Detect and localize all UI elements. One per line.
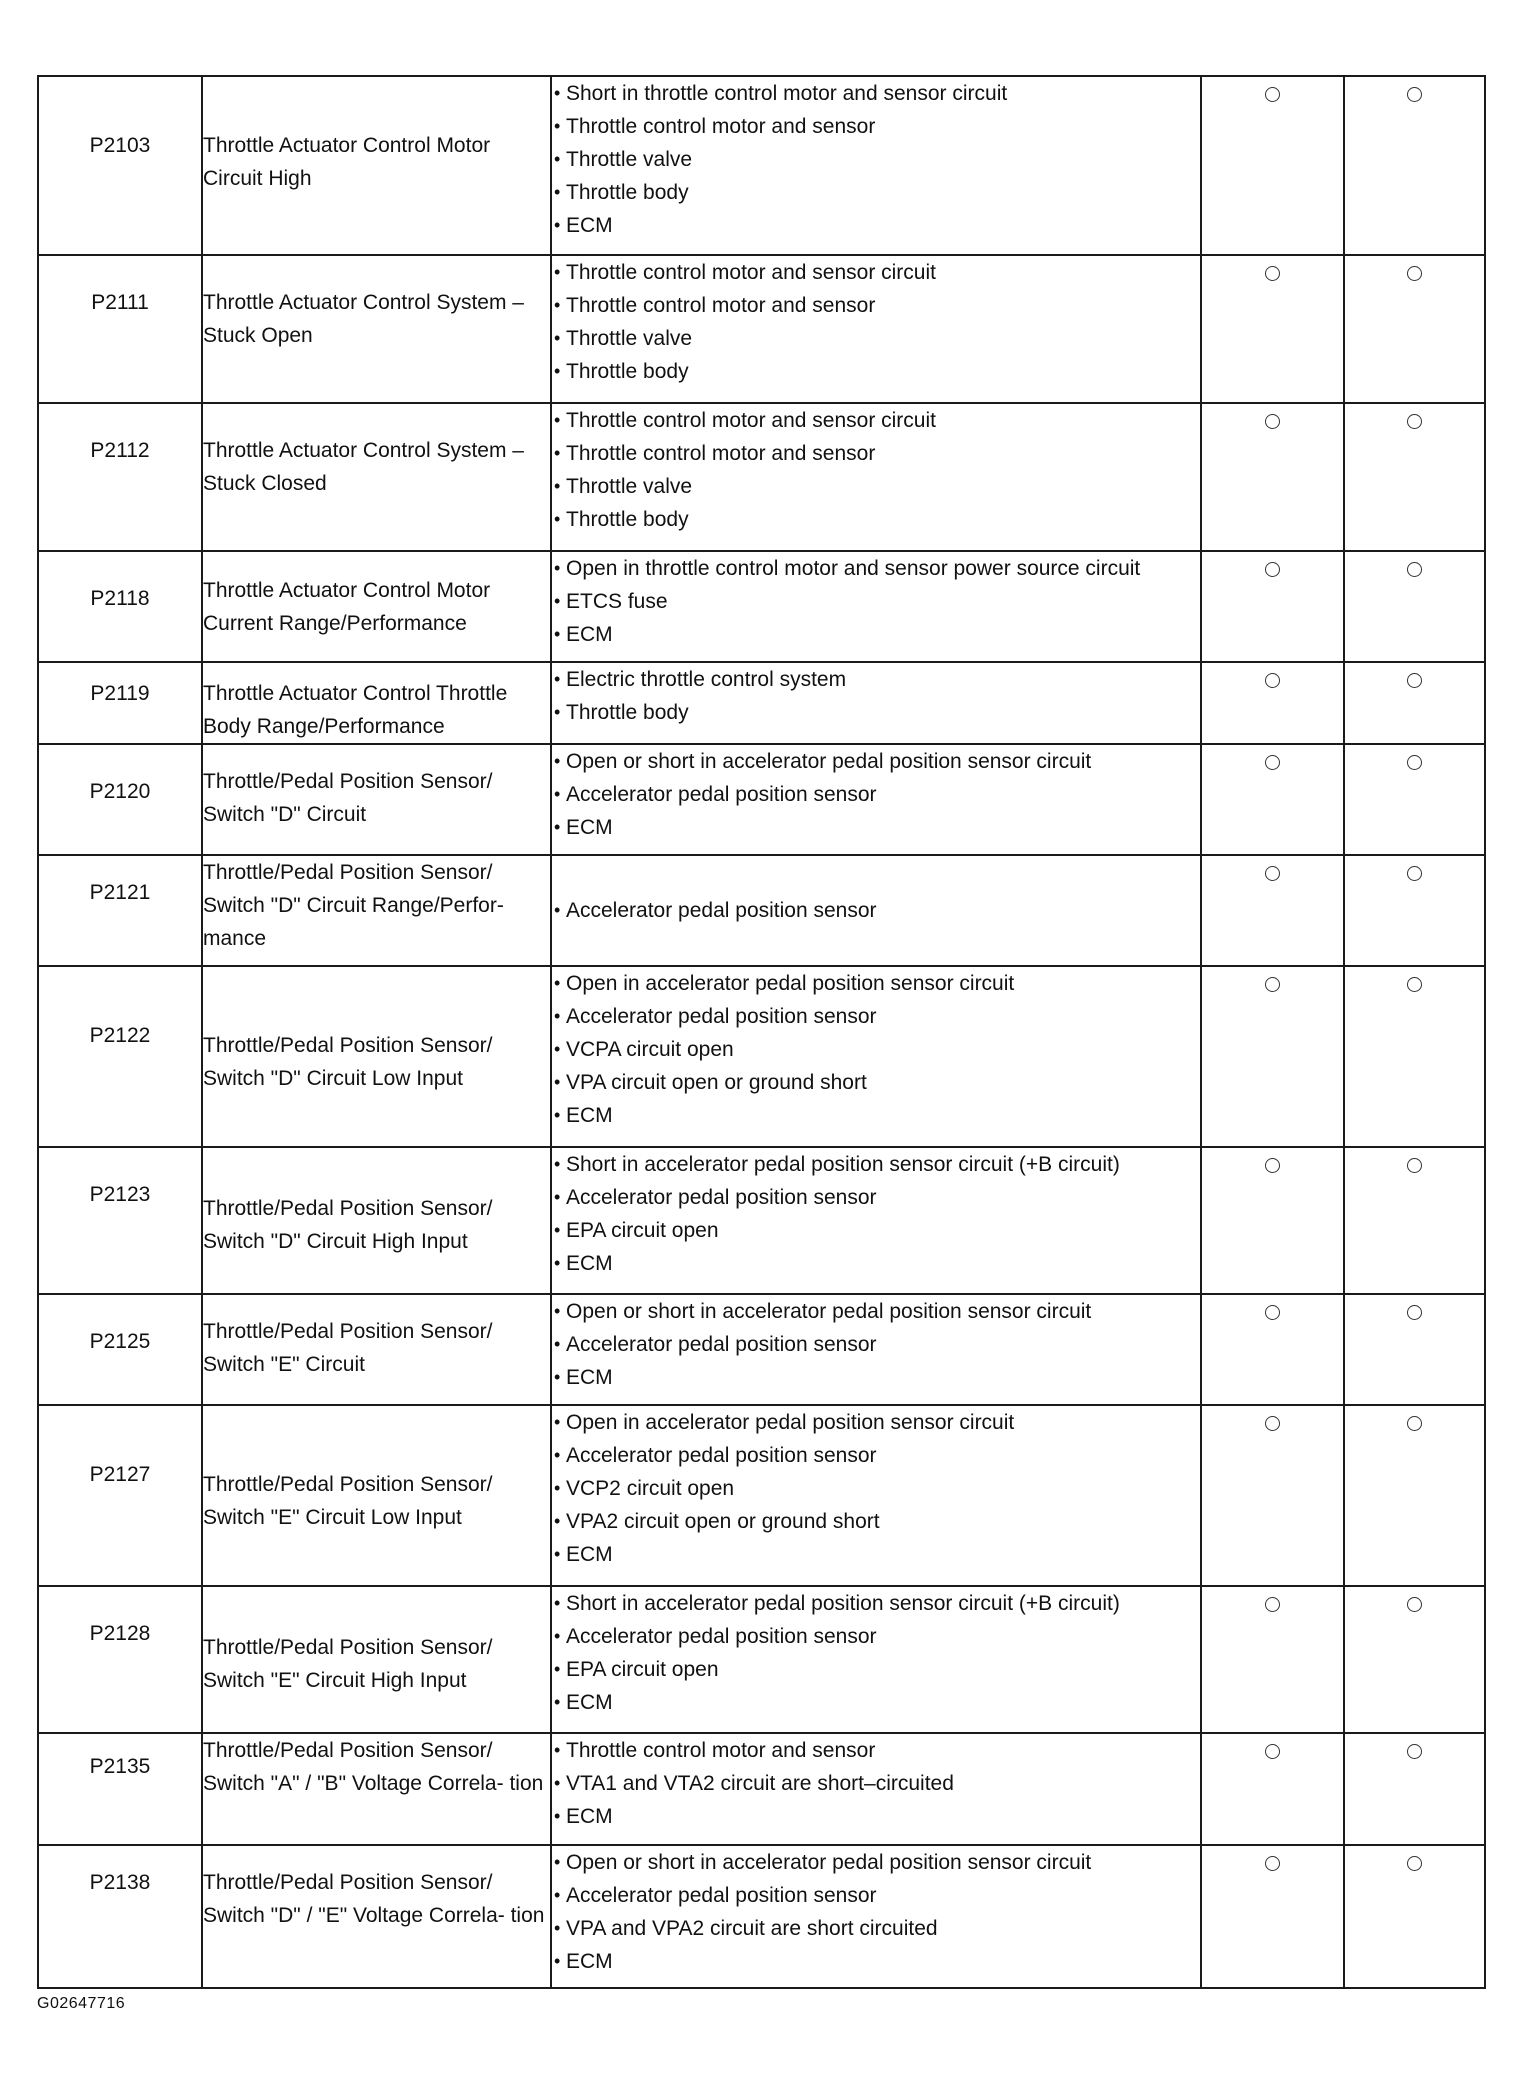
- detection-item-cell: [202, 1586, 551, 1733]
- detection-item-cell: [202, 403, 551, 551]
- dtc-code-cell: [38, 1845, 202, 1988]
- detection-item-cell: [202, 1294, 551, 1405]
- trouble-area-item: • Accelerator pedal position sensor: [552, 1000, 1200, 1033]
- table-row: [38, 1405, 1485, 1586]
- dtc-code: P2128: [89, 1622, 151, 1645]
- detection-item-cell: [202, 966, 551, 1147]
- dtc-code-cell: [38, 403, 202, 551]
- trouble-area-list: [552, 1587, 1200, 1719]
- memory-indicator-cell: [1344, 1845, 1485, 1988]
- trouble-area-list: [552, 967, 1200, 1132]
- circle-icon: [1407, 977, 1422, 992]
- trouble-area-item: • Short in accelerator pedal position sensor circuit (+B circuit): [552, 1148, 1200, 1181]
- table-row: [38, 76, 1485, 255]
- trouble-area-item: • VPA2 circuit open or ground short: [552, 1505, 1200, 1538]
- detection-item-cell: [202, 855, 551, 966]
- trouble-area-item: • Open or short in accelerator pedal position sensor circuit: [552, 1846, 1200, 1879]
- trouble-area-list: [552, 77, 1200, 242]
- detection-item-cell: [202, 1405, 551, 1586]
- mil-indicator-cell: [1201, 403, 1344, 551]
- detection-item: Throttle/Pedal Position Sensor/ Switch "D" Circuit High Input: [203, 1197, 493, 1253]
- mil-indicator-cell: [1201, 1405, 1344, 1586]
- mil-indicator-cell: [1201, 744, 1344, 855]
- dtc-code-cell: [38, 1405, 202, 1586]
- trouble-area-item: • Throttle control motor and sensor circuit: [552, 256, 1200, 289]
- circle-icon: [1265, 1744, 1280, 1759]
- detection-item: Throttle Actuator Control System – Stuck Open: [203, 291, 524, 347]
- trouble-area-item: • Throttle body: [552, 503, 1200, 536]
- detection-item-cell: [202, 1845, 551, 1988]
- circle-icon: [1265, 977, 1280, 992]
- detection-item-cell: [202, 1733, 551, 1845]
- circle-icon: [1265, 562, 1280, 577]
- circle-icon: [1265, 414, 1280, 429]
- trouble-area-cell: [551, 76, 1201, 255]
- trouble-area-list: [552, 663, 1200, 729]
- trouble-area-cell: [551, 1405, 1201, 1586]
- dtc-code: P2123: [89, 1183, 151, 1206]
- trouble-area-item: • Throttle control motor and sensor: [552, 110, 1200, 143]
- detection-item: Throttle Actuator Control System – Stuck Closed: [203, 439, 524, 495]
- trouble-area-item: • Throttle body: [552, 696, 1200, 729]
- detection-item-cell: [202, 551, 551, 662]
- trouble-area-item: • VCP2 circuit open: [552, 1472, 1200, 1505]
- trouble-area-cell: [551, 551, 1201, 662]
- mil-indicator-cell: [1201, 1845, 1344, 1988]
- mil-indicator-cell: [1201, 76, 1344, 255]
- circle-icon: [1407, 1158, 1422, 1173]
- detection-item-cell: [202, 76, 551, 255]
- circle-icon: [1407, 1744, 1422, 1759]
- memory-indicator-cell: [1344, 1405, 1485, 1586]
- trouble-area-list: [552, 552, 1200, 651]
- trouble-area-item: • Open or short in accelerator pedal position sensor circuit: [552, 1295, 1200, 1328]
- circle-icon: [1265, 1856, 1280, 1871]
- circle-icon: [1265, 755, 1280, 770]
- trouble-area-item: • Accelerator pedal position sensor: [552, 1328, 1200, 1361]
- trouble-area-list: [552, 256, 1200, 388]
- detection-item: Throttle/Pedal Position Sensor/ Switch "D" / "E" Voltage Correla- tion: [203, 1871, 545, 1927]
- memory-indicator-cell: [1344, 1586, 1485, 1733]
- dtc-code-cell: [38, 744, 202, 855]
- table-row: [38, 1733, 1485, 1845]
- circle-icon: [1265, 266, 1280, 281]
- trouble-area-item: • Throttle control motor and sensor: [552, 437, 1200, 470]
- trouble-area-item: • ECM: [552, 1361, 1200, 1394]
- detection-item: Throttle/Pedal Position Sensor/ Switch "E" Circuit Low Input: [203, 1473, 493, 1529]
- table-row: [38, 1294, 1485, 1405]
- trouble-area-item: • Throttle control motor and sensor: [552, 289, 1200, 322]
- trouble-area-item: • EPA circuit open: [552, 1653, 1200, 1686]
- dtc-code-cell: [38, 662, 202, 744]
- dtc-code-cell: [38, 1586, 202, 1733]
- trouble-area-item: • ECM: [552, 811, 1200, 844]
- detection-item: Throttle/Pedal Position Sensor/ Switch "E" Circuit High Input: [203, 1636, 493, 1692]
- trouble-area-item: • ECM: [552, 1099, 1200, 1132]
- table-row: [38, 966, 1485, 1147]
- trouble-area-item: • Throttle body: [552, 176, 1200, 209]
- mil-indicator-cell: [1201, 855, 1344, 966]
- dtc-code: P2127: [89, 1463, 151, 1486]
- trouble-area-cell: [551, 255, 1201, 403]
- table-row: [38, 1586, 1485, 1733]
- trouble-area-list: [552, 1406, 1200, 1571]
- trouble-area-list: [552, 1734, 1200, 1833]
- circle-icon: [1407, 266, 1422, 281]
- dtc-code-cell: [38, 1733, 202, 1845]
- memory-indicator-cell: [1344, 551, 1485, 662]
- trouble-area-item: • VCPA circuit open: [552, 1033, 1200, 1066]
- memory-indicator-cell: [1344, 403, 1485, 551]
- trouble-area-item: • ECM: [552, 1538, 1200, 1571]
- trouble-area-item: • Accelerator pedal position sensor: [552, 1879, 1200, 1912]
- trouble-area-list: [552, 404, 1200, 536]
- trouble-area-cell: [551, 855, 1201, 966]
- trouble-area-cell: [551, 744, 1201, 855]
- trouble-area-item: • ECM: [552, 1945, 1200, 1978]
- detection-item-cell: [202, 744, 551, 855]
- trouble-area-item: • Throttle control motor and sensor: [552, 1734, 1200, 1767]
- circle-icon: [1265, 1597, 1280, 1612]
- circle-icon: [1407, 1416, 1422, 1431]
- trouble-area-list: [552, 1148, 1200, 1280]
- circle-icon: [1407, 414, 1422, 429]
- mil-indicator-cell: [1201, 1586, 1344, 1733]
- memory-indicator-cell: [1344, 855, 1485, 966]
- memory-indicator-cell: [1344, 966, 1485, 1147]
- dtc-table: [37, 75, 1486, 1989]
- mil-indicator-cell: [1201, 662, 1344, 744]
- trouble-area-cell: [551, 1147, 1201, 1294]
- dtc-code-cell: [38, 855, 202, 966]
- dtc-code: P2125: [89, 1330, 151, 1353]
- dtc-code-cell: [38, 1294, 202, 1405]
- dtc-code: P2112: [90, 439, 150, 462]
- mil-indicator-cell: [1201, 1294, 1344, 1405]
- trouble-area-item: • VTA1 and VTA2 circuit are short–circuited: [552, 1767, 1200, 1800]
- dtc-code: P2120: [89, 780, 151, 803]
- trouble-area-list: [552, 1846, 1200, 1978]
- mil-indicator-cell: [1201, 551, 1344, 662]
- trouble-area-list: [552, 745, 1200, 844]
- trouble-area-item: • Throttle body: [552, 355, 1200, 388]
- trouble-area-list: [552, 1295, 1200, 1394]
- dtc-code: P2103: [89, 134, 151, 157]
- trouble-area-item: • Open in throttle control motor and sensor power source circuit: [552, 552, 1200, 585]
- table-row: [38, 1845, 1485, 1988]
- trouble-area-item: • Throttle valve: [552, 470, 1200, 503]
- detection-item: Throttle Actuator Control Motor Circuit High: [203, 134, 491, 190]
- trouble-area-item: • Short in accelerator pedal position sensor circuit (+B circuit): [552, 1587, 1200, 1620]
- trouble-area-item: • Accelerator pedal position sensor: [552, 1181, 1200, 1214]
- dtc-code: P2119: [90, 682, 150, 705]
- circle-icon: [1407, 1597, 1422, 1612]
- mil-indicator-cell: [1201, 255, 1344, 403]
- table-row: [38, 744, 1485, 855]
- table-row: [38, 255, 1485, 403]
- detection-item: Throttle/Pedal Position Sensor/ Switch "D" Circuit: [203, 770, 493, 826]
- dtc-code: P2122: [89, 1024, 151, 1047]
- trouble-area-item: • Short in throttle control motor and sensor circuit: [552, 77, 1200, 110]
- circle-icon: [1265, 1416, 1280, 1431]
- circle-icon: [1407, 673, 1422, 688]
- trouble-area-cell: [551, 1294, 1201, 1405]
- detection-item-cell: [202, 255, 551, 403]
- trouble-area-item: • Open or short in accelerator pedal position sensor circuit: [552, 745, 1200, 778]
- dtc-code: P2111: [91, 291, 149, 314]
- detection-item-cell: [202, 1147, 551, 1294]
- dtc-code-cell: [38, 255, 202, 403]
- mil-indicator-cell: [1201, 966, 1344, 1147]
- circle-icon: [1265, 1305, 1280, 1320]
- dtc-code: P2118: [90, 587, 150, 610]
- dtc-table-body: [38, 76, 1485, 1988]
- dtc-code-cell: [38, 551, 202, 662]
- trouble-area-cell: [551, 1845, 1201, 1988]
- detection-item: Throttle/Pedal Position Sensor/ Switch "E" Circuit: [203, 1320, 493, 1376]
- dtc-code-cell: [38, 966, 202, 1147]
- detection-item: Throttle/Pedal Position Sensor/ Switch "A" / "B" Voltage Correla- tion: [203, 1739, 544, 1795]
- trouble-area-item: • Electric throttle control system: [552, 663, 1200, 696]
- circle-icon: [1407, 562, 1422, 577]
- table-row: [38, 403, 1485, 551]
- figure-id: G02647716: [37, 1995, 126, 2012]
- mil-indicator-cell: [1201, 1733, 1344, 1845]
- detection-item-cell: [202, 662, 551, 744]
- circle-icon: [1407, 87, 1422, 102]
- trouble-area-item: • ECM: [552, 1686, 1200, 1719]
- trouble-area-item: • Accelerator pedal position sensor: [552, 894, 1200, 927]
- trouble-area-item: • Throttle valve: [552, 322, 1200, 355]
- dtc-code: P2121: [89, 881, 151, 904]
- dtc-code: P2138: [89, 1871, 151, 1894]
- trouble-area-item: • Throttle valve: [552, 143, 1200, 176]
- trouble-area-item: • EPA circuit open: [552, 1214, 1200, 1247]
- circle-icon: [1265, 866, 1280, 881]
- circle-icon: [1407, 1305, 1422, 1320]
- detection-item: Throttle Actuator Control Motor Current Range/Performance: [203, 579, 491, 635]
- trouble-area-item: • ETCS fuse: [552, 585, 1200, 618]
- circle-icon: [1407, 755, 1422, 770]
- trouble-area-item: • VPA circuit open or ground short: [552, 1066, 1200, 1099]
- dtc-code-cell: [38, 1147, 202, 1294]
- memory-indicator-cell: [1344, 255, 1485, 403]
- circle-icon: [1265, 673, 1280, 688]
- trouble-area-item: • ECM: [552, 1800, 1200, 1833]
- circle-icon: [1407, 866, 1422, 881]
- trouble-area-item: • Open in accelerator pedal position sensor circuit: [552, 1406, 1200, 1439]
- detection-item: Throttle/Pedal Position Sensor/ Switch "D" Circuit Range/Perfor- mance: [203, 861, 504, 950]
- trouble-area-item: • ECM: [552, 1247, 1200, 1280]
- trouble-area-cell: [551, 1586, 1201, 1733]
- dtc-code-cell: [38, 76, 202, 255]
- trouble-area-cell: [551, 403, 1201, 551]
- trouble-area-item: • Accelerator pedal position sensor: [552, 1620, 1200, 1653]
- trouble-area-cell: [551, 966, 1201, 1147]
- memory-indicator-cell: [1344, 76, 1485, 255]
- table-row: [38, 662, 1485, 744]
- table-row: [38, 855, 1485, 966]
- trouble-area-item: • ECM: [552, 618, 1200, 651]
- trouble-area-item: • Accelerator pedal position sensor: [552, 1439, 1200, 1472]
- circle-icon: [1265, 87, 1280, 102]
- detection-item: Throttle Actuator Control Throttle Body Range/Performance: [203, 682, 508, 738]
- detection-item: Throttle/Pedal Position Sensor/ Switch "D" Circuit Low Input: [203, 1034, 493, 1090]
- mil-indicator-cell: [1201, 1147, 1344, 1294]
- table-row: [38, 1147, 1485, 1294]
- memory-indicator-cell: [1344, 1733, 1485, 1845]
- trouble-area-item: • Accelerator pedal position sensor: [552, 778, 1200, 811]
- memory-indicator-cell: [1344, 662, 1485, 744]
- table-row: [38, 551, 1485, 662]
- trouble-area-item: • ECM: [552, 209, 1200, 242]
- trouble-area-item: • Throttle control motor and sensor circuit: [552, 404, 1200, 437]
- dtc-code: P2135: [89, 1755, 151, 1778]
- trouble-area-cell: [551, 1733, 1201, 1845]
- trouble-area-list: [552, 894, 1200, 927]
- trouble-area-cell: [551, 662, 1201, 744]
- circle-icon: [1407, 1856, 1422, 1871]
- trouble-area-item: • Open in accelerator pedal position sensor circuit: [552, 967, 1200, 1000]
- circle-icon: [1265, 1158, 1280, 1173]
- memory-indicator-cell: [1344, 744, 1485, 855]
- memory-indicator-cell: [1344, 1147, 1485, 1294]
- trouble-area-item: • VPA and VPA2 circuit are short circuited: [552, 1912, 1200, 1945]
- memory-indicator-cell: [1344, 1294, 1485, 1405]
